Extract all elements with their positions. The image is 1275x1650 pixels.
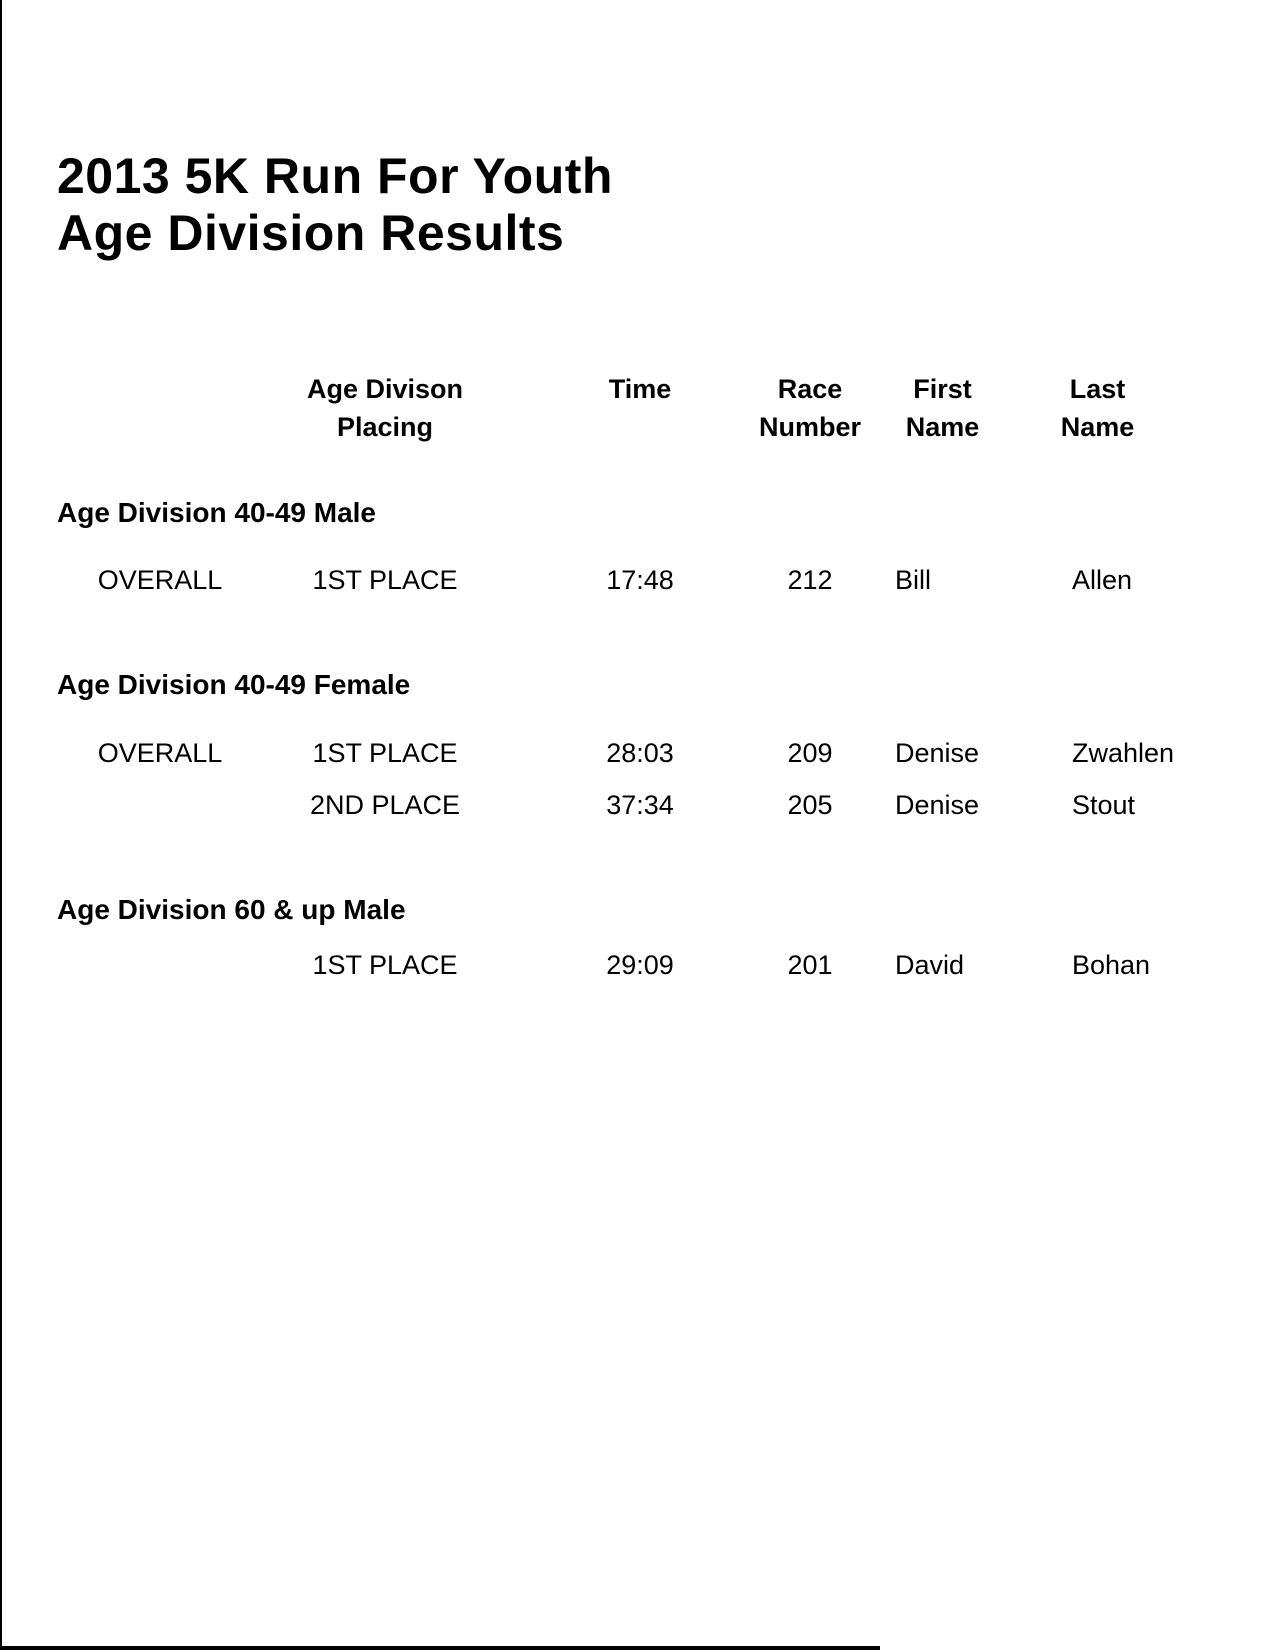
cell-race-number: 201 [787, 950, 833, 980]
result-row [80, 790, 1180, 820]
title-line-1: 2013 5K Run For Youth [57, 148, 613, 204]
cell-overall: OVERALL [97, 565, 223, 595]
cell-race-number: 205 [787, 790, 833, 820]
table-header-row [80, 370, 1180, 446]
section-heading-40-49-female: Age Division 40-49 Female [57, 669, 411, 700]
cell-time: 29:09 [606, 950, 674, 980]
cell-overall [80, 790, 240, 820]
result-row [80, 738, 1180, 768]
result-row [80, 950, 1180, 980]
cell-overall [80, 950, 240, 980]
result-row [80, 565, 1180, 595]
cell-race-number: 209 [787, 738, 833, 768]
cell-last-name: Bohan [1072, 950, 1151, 980]
cell-last-name: Allen [1072, 565, 1133, 595]
cell-time: 28:03 [606, 738, 674, 768]
cell-overall: OVERALL [97, 738, 223, 768]
cell-placing: 1ST PLACE [312, 950, 458, 980]
scan-artifact-left-edge [0, 0, 2, 1650]
cell-race-number: 212 [787, 565, 833, 595]
cell-placing: 1ST PLACE [312, 738, 458, 768]
cell-time: 37:34 [606, 790, 674, 820]
header-last-name: Last Name [1060, 374, 1135, 442]
header-race-number: Race Number [758, 374, 861, 442]
section-heading-40-49-male: Age Division 40-49 Male [57, 497, 377, 528]
cell-time: 17:48 [606, 565, 674, 595]
header-time: Time [608, 374, 672, 404]
cell-placing: 2ND PLACE [309, 790, 461, 820]
header-age-division-placing: Age Divison Placing [306, 374, 464, 442]
cell-first-name: David [895, 950, 965, 980]
cell-first-name: Denise [895, 738, 980, 768]
section-heading-60-up-male: Age Division 60 & up Male [57, 894, 406, 925]
cell-placing: 1ST PLACE [312, 565, 458, 595]
cell-first-name: Bill [895, 565, 932, 595]
cell-last-name: Zwahlen [1072, 738, 1175, 768]
scan-artifact-bottom-edge [0, 1646, 880, 1650]
header-first-name: First Name [905, 374, 980, 442]
title-line-2: Age Division Results [57, 205, 565, 261]
cell-last-name: Stout [1072, 790, 1136, 820]
header-spacer [80, 370, 240, 446]
cell-first-name: Denise [895, 790, 980, 820]
page-title [57, 148, 613, 262]
